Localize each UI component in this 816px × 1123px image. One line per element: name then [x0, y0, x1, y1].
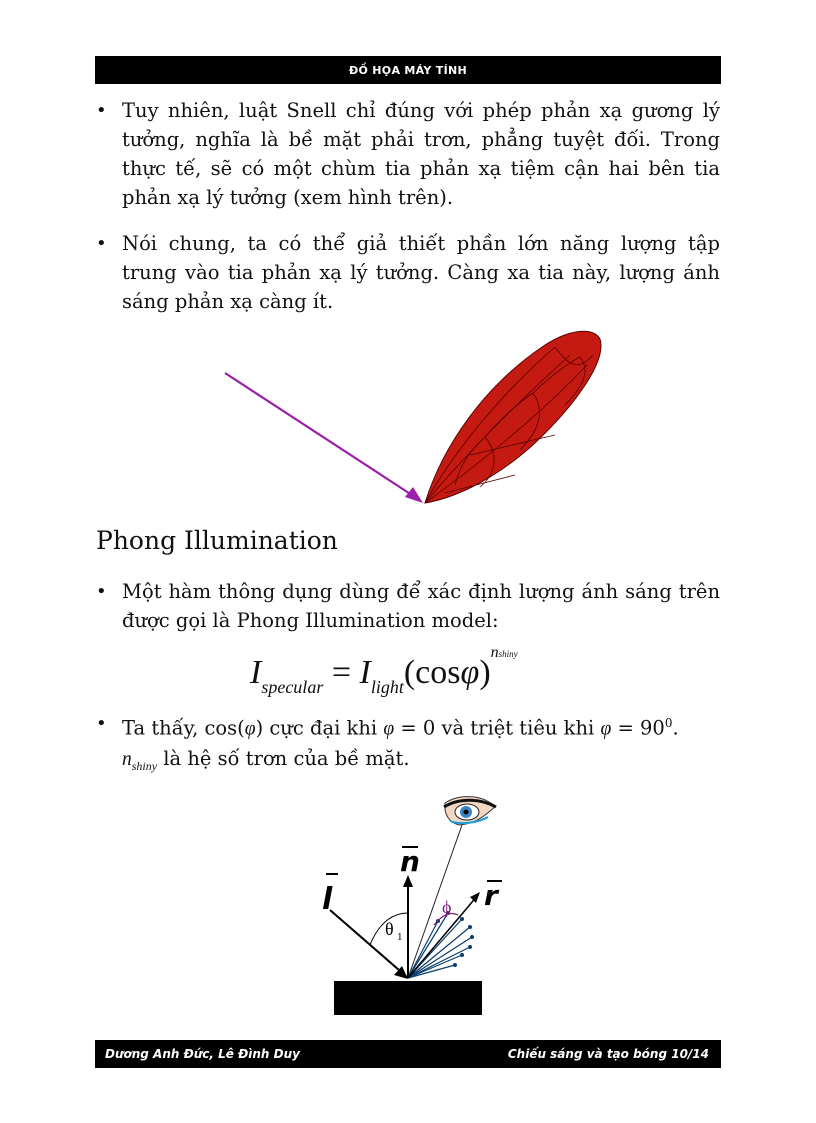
page-footer	[95, 1040, 721, 1068]
formula-cos: (cos	[403, 654, 461, 691]
label-n: n	[400, 845, 420, 878]
formula-sub-light: light	[370, 677, 404, 697]
specular-lobe	[425, 331, 601, 503]
reflect-arrowhead	[470, 892, 480, 903]
formula-exp-n: n	[490, 644, 499, 661]
label-theta: θ	[385, 919, 394, 939]
formula-sub-specular: specular	[261, 677, 324, 697]
bullet-energy	[96, 229, 720, 316]
eye-icon	[444, 797, 496, 825]
bullet-dot: •	[96, 581, 107, 602]
bullet-dot: •	[96, 233, 107, 254]
bullet-text: Một hàm thông dụng dùng để xác định lượng ánh sáng trên được gọi là Phong Illumination model:	[122, 580, 720, 632]
formula-exp-shiny: shiny	[498, 649, 518, 659]
surface-block	[334, 981, 482, 1015]
footer-authors: Dương Anh Đức, Lê Đình Duy	[105, 1047, 300, 1061]
label-l: l	[322, 882, 333, 917]
formula-equals: =	[331, 654, 352, 691]
footer-page-info: Chiếu sáng và tạo bóng 10/14	[507, 1047, 709, 1061]
bullet-text: Tuy nhiên, luật Snell chỉ đúng với phép phản xạ gương lý tưởng, nghĩa là bề mặt phải trơn, phẳng tuyệt đối. Trong thực tế, sẽ có một chùm tia phản xạ tiệm cận hai bên tia phản xạ lý tưởng (xem hình trên).	[122, 99, 720, 209]
bullet-snell	[96, 96, 720, 212]
formula-paren: )	[479, 654, 491, 691]
bullet-dot: •	[96, 713, 107, 734]
formula-I: I	[250, 654, 262, 691]
bullet-dot: •	[96, 100, 107, 121]
incident-ray	[225, 373, 418, 499]
bullet-text: Nói chung, ta có thể giả thiết phần lớn năng lượng tập trung vào tia phản xạ lý tưởng. Càng xa tia này, lượng ánh sáng phản xạ càng ít.	[122, 232, 720, 313]
reflected-rays	[408, 913, 472, 978]
header-title: ĐỒ HỌA MÁY TÍNH	[348, 64, 467, 77]
formula-I-light: I	[359, 654, 371, 691]
incident-arrowhead	[405, 487, 423, 503]
specular-lobe-figure	[215, 325, 610, 510]
page-header	[95, 56, 721, 84]
phong-formula	[250, 644, 518, 698]
label-r: r	[484, 879, 498, 912]
phong-reflection-diagram	[310, 795, 500, 1020]
label-phi: ϕ	[442, 897, 452, 917]
bullet-cos	[96, 709, 720, 780]
section-title: Phong Illumination	[96, 526, 338, 555]
light-vector	[330, 910, 407, 977]
bullet-phong	[96, 577, 720, 635]
bullet-text: Ta thấy, cos(φ) cực đại khi φ = 0 và triệt tiêu khi $\varphi = 90^0$. $n_{shiny}$ là hệ số trơn của bề mặt.	[122, 716, 679, 773]
formula-phi: φ	[460, 654, 480, 691]
label-theta-sub: 1	[397, 931, 403, 943]
